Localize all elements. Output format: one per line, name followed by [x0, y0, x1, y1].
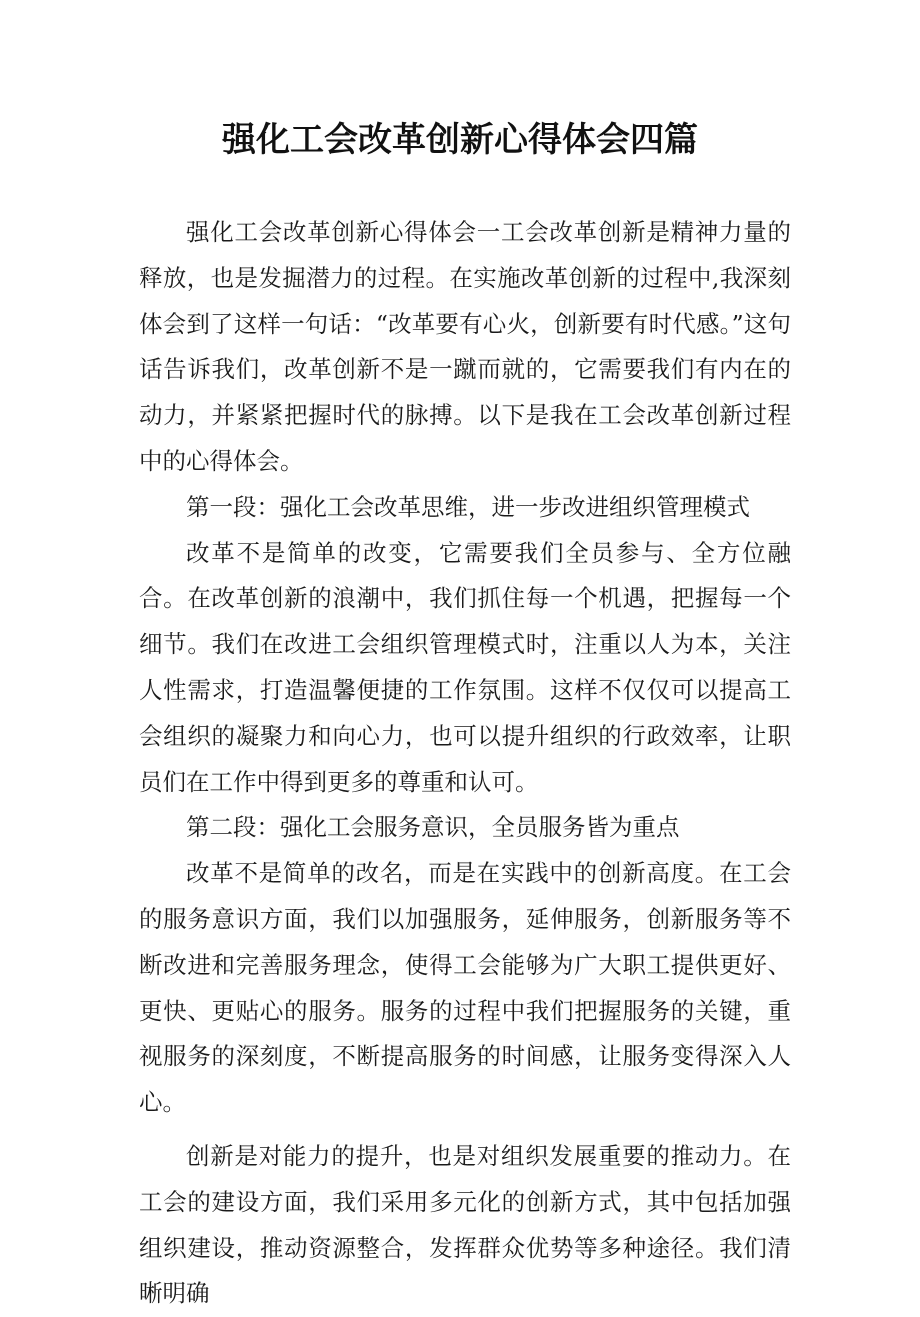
paragraph-intro: 强化工会改革创新心得体会一工会改革创新是精神力量的释放，也是发掘潜力的过程。在实施改革创新的过程中,我深刻体会到了这样一句话：“改革要有心火，创新要有时代感。”这句话告诉我们，改革创新不是一蹴而就的，它需要我们有内在的动力，并紧紧把握时代的脉搏。以下是我在工会改革创新过程中的心得体会。	[139, 218, 791, 475]
section-heading-2: 第二段：强化工会服务意识，全员服务皆为重点	[186, 813, 680, 842]
paragraph-section-2: 改革不是简单的改名，而是在实践中的创新高度。在工会的服务意识方面，我们以加强服务，延伸服务，创新服务等不断改进和完善服务理念，使得工会能够为广大职工提供更好、更快、更贴心的服务。服务的过程中我们把握服务的关键，重视服务的深刻度，不断提高服务的时间感，让服务变得深入人心。	[139, 859, 791, 1117]
paragraph-innovation: 创新是对能力的提升，也是对组织发展重要的推动力。在工会的建设方面，我们采用多元化的创新方式，其中包括加强组织建设，推动资源整合，发挥群众优势等多种途径。我们清晰明确	[139, 1141, 791, 1308]
paragraph-section-1: 改革不是简单的改变，它需要我们全员参与、全方位融合。在改革创新的浪潮中，我们抓住每一个机遇，把握每一个细节。我们在改进工会组织管理模式时，注重以人为本，关注人性需求，打造温馨便捷的工作氛围。这样不仅仅可以提高工会组织的凝聚力和向心力，也可以提升组织的行政效率，让职员们在工作中得到更多的尊重和认可。	[139, 538, 791, 796]
document-body	[139, 210, 791, 1317]
document-title: 强化工会改革创新心得体会四篇	[222, 120, 698, 160]
section-heading-1: 第一段：强化工会改革思维，进一步改进组织管理模式	[186, 492, 750, 521]
